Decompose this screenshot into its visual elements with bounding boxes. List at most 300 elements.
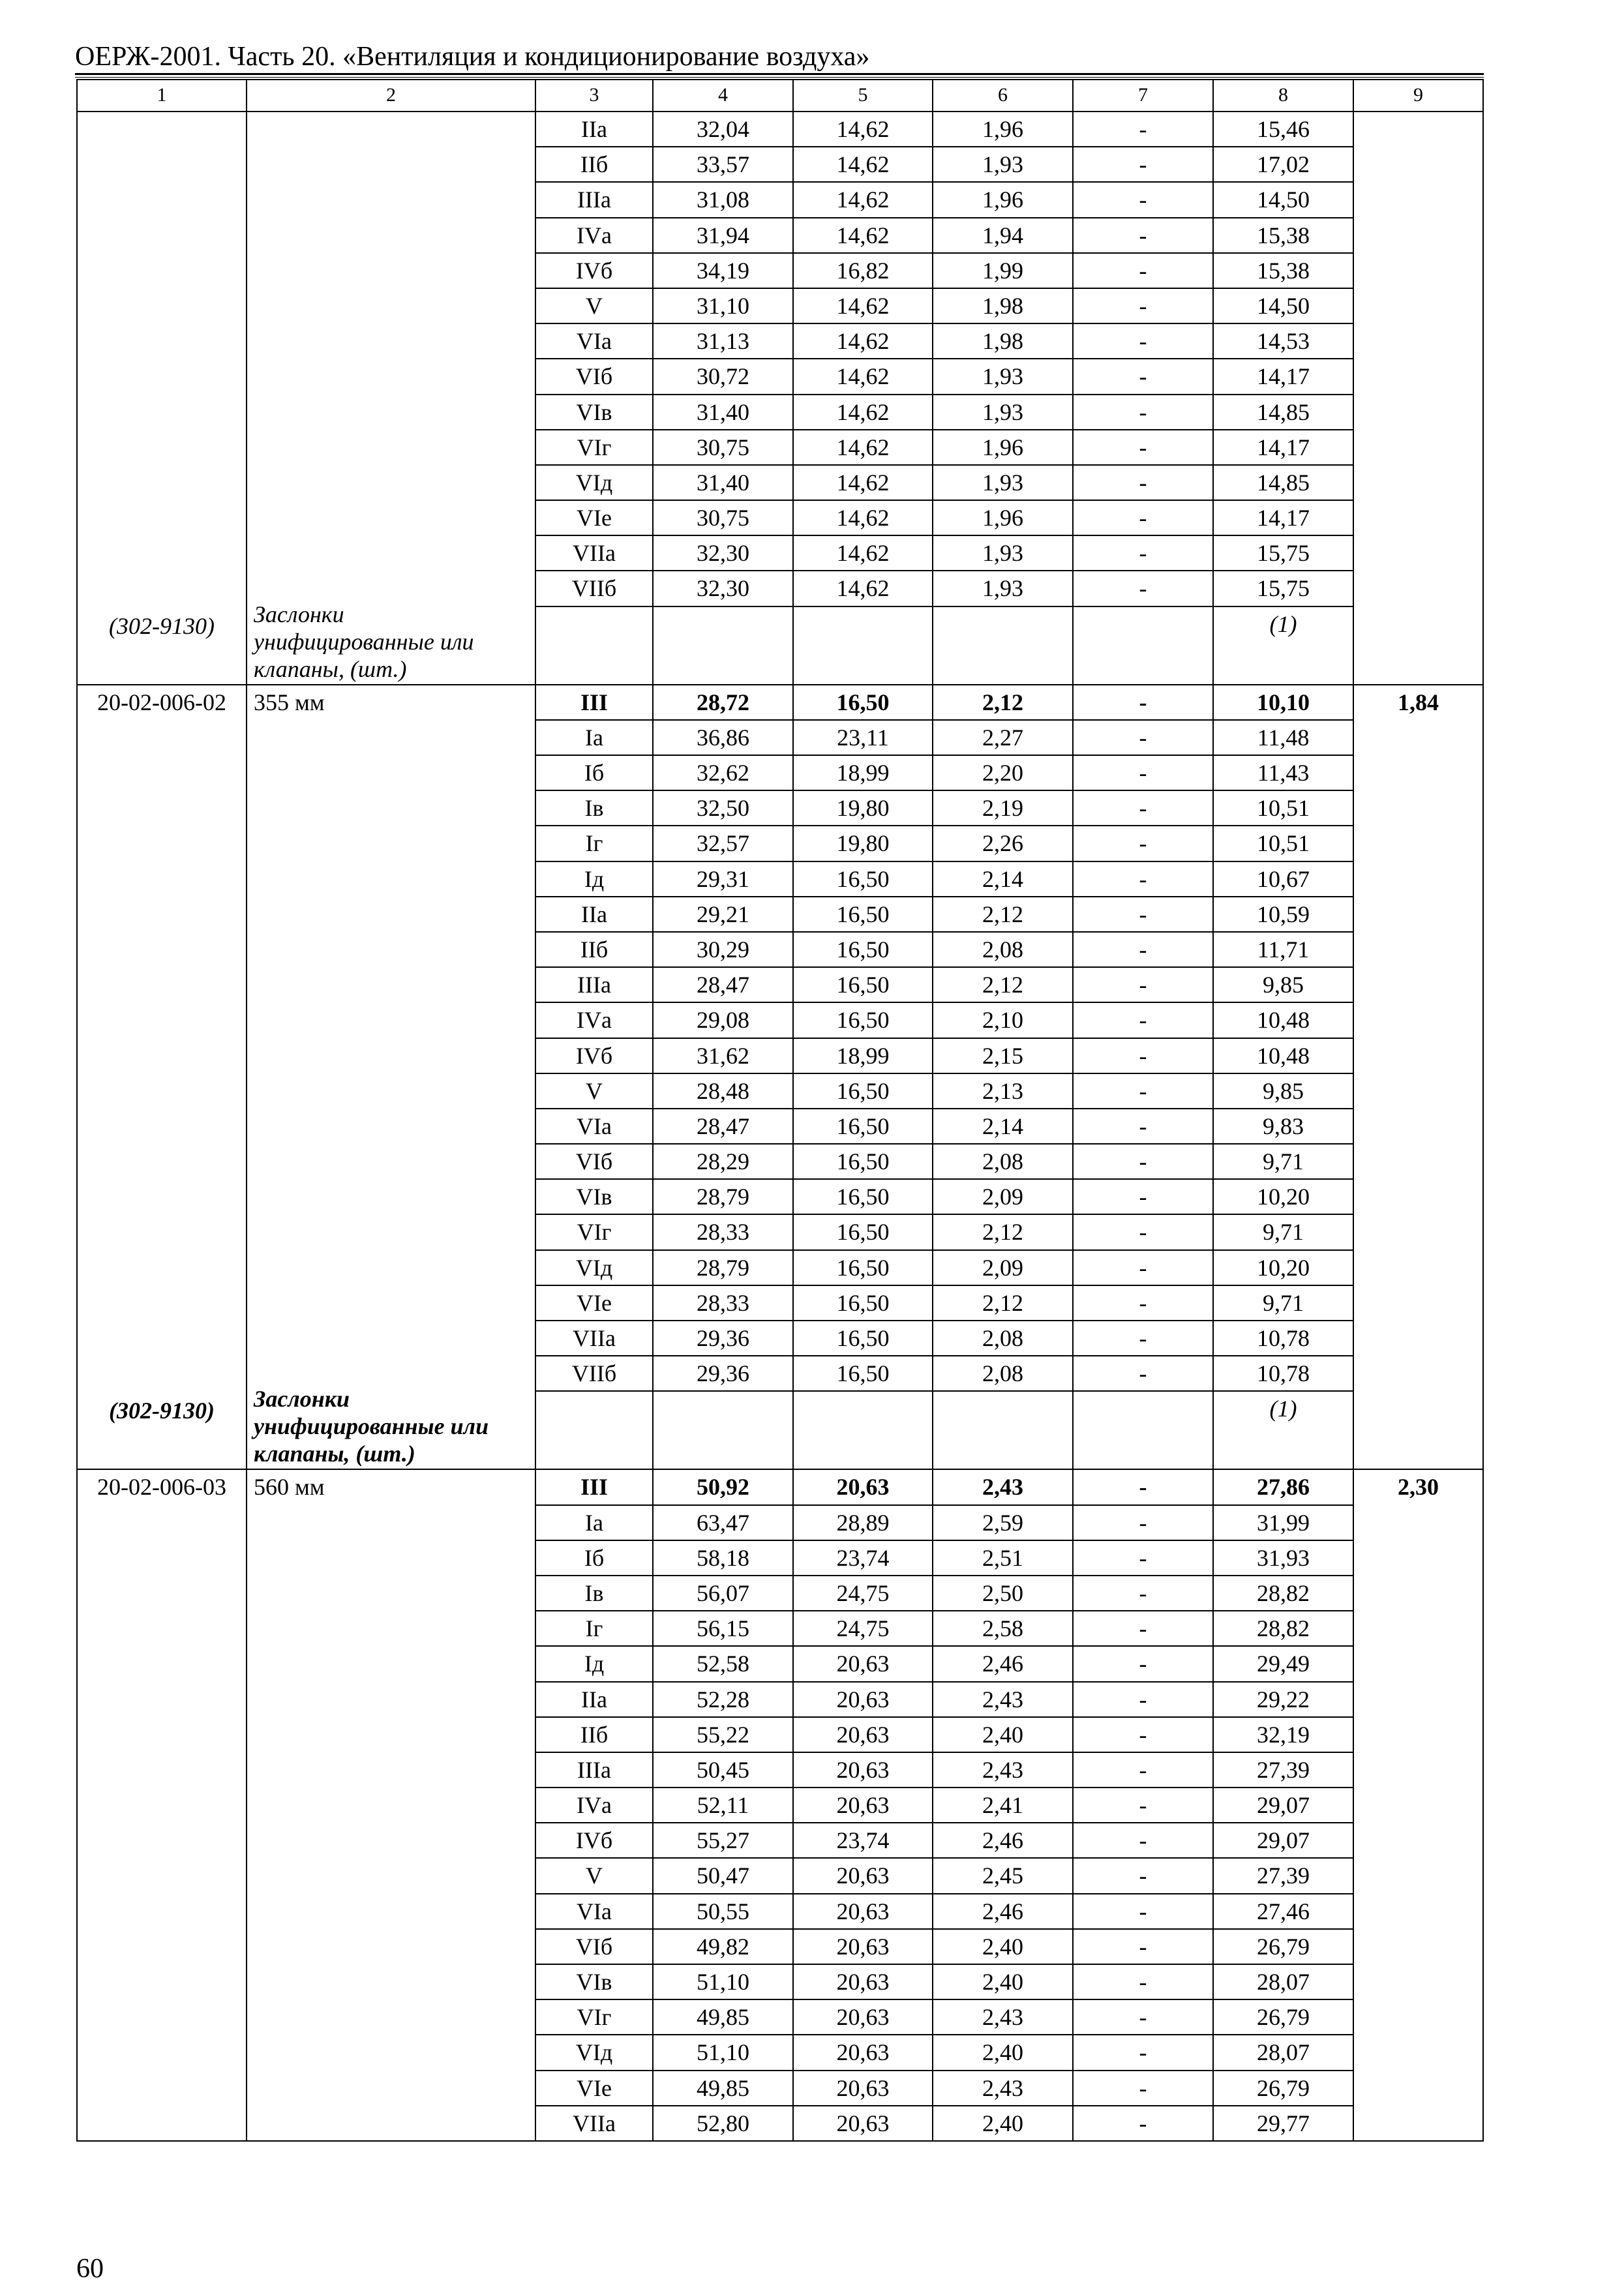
value-cell: 20,63	[793, 2035, 933, 2070]
value-cell: -	[1073, 755, 1213, 790]
table-row	[77, 1469, 1483, 1504]
value-cell: 2,59	[933, 1505, 1073, 1540]
value-cell: 28,07	[1213, 2035, 1353, 2070]
value-cell: 28,82	[1213, 1576, 1353, 1611]
value-cell: -	[1073, 1144, 1213, 1179]
value-cell: 56,07	[653, 1576, 793, 1611]
value-cell: 2,27	[933, 720, 1073, 755]
value-cell: 31,94	[653, 218, 793, 253]
rate-code-cell	[77, 112, 247, 685]
value-cell: -	[1073, 1321, 1213, 1356]
value-cell: 31,40	[653, 395, 793, 430]
zone-cell: VIIа	[535, 1321, 653, 1356]
zone-cell: IIIа	[535, 967, 653, 1002]
value-cell: 18,99	[793, 755, 933, 790]
value-cell: -	[1073, 1505, 1213, 1540]
value-cell: 16,50	[793, 1285, 933, 1321]
value-cell: 1,96	[933, 500, 1073, 535]
value-cell: -	[1073, 1823, 1213, 1858]
value-cell: 50,45	[653, 1752, 793, 1788]
empty-cell	[535, 606, 653, 685]
rate-code-cell	[77, 1469, 247, 2141]
value-cell: 2,46	[933, 1894, 1073, 1929]
value-cell: 2,08	[933, 1144, 1073, 1179]
value-cell: 2,40	[933, 2035, 1073, 2070]
value-cell: -	[1073, 1858, 1213, 1893]
rate-description-cell	[247, 112, 535, 685]
zone-cell: V	[535, 1073, 653, 1109]
value-cell: 27,86	[1213, 1469, 1353, 1504]
value-cell: -	[1073, 395, 1213, 430]
value-cell: 20,63	[793, 2106, 933, 2141]
value-cell: 10,78	[1213, 1321, 1353, 1356]
reference-code: (302-9130)	[109, 1398, 215, 1424]
zone-cell: IVа	[535, 1002, 653, 1038]
value-cell: 1,98	[933, 323, 1073, 359]
value-cell: 2,58	[933, 1611, 1073, 1646]
value-cell: 26,79	[1213, 2071, 1353, 2106]
value-cell: 2,40	[933, 1929, 1073, 1964]
empty-cell	[535, 1391, 653, 1469]
value-cell: 15,46	[1213, 112, 1353, 147]
value-cell: 10,67	[1213, 861, 1353, 897]
value-cell: 31,99	[1213, 1505, 1353, 1540]
value-cell: 2,09	[933, 1179, 1073, 1214]
value-cell: 28,48	[653, 1073, 793, 1109]
value-cell: 9,71	[1213, 1214, 1353, 1249]
reference-description: Заслонки унифицированные или клапаны, (шт.)	[254, 1386, 489, 1467]
zone-cell: Iг	[535, 1611, 653, 1646]
col-header: 5	[793, 80, 933, 112]
value-cell: -	[1073, 1611, 1213, 1646]
value-cell: 16,50	[793, 967, 933, 1002]
value-cell: -	[1073, 1179, 1213, 1214]
value-cell: 11,71	[1213, 932, 1353, 967]
value-cell: 14,62	[793, 465, 933, 500]
rate-description-cell	[247, 1469, 535, 2141]
col-header: 4	[653, 80, 793, 112]
value-cell: 32,50	[653, 790, 793, 826]
value-cell: 2,08	[933, 932, 1073, 967]
value-cell: 27,39	[1213, 1858, 1353, 1893]
value-cell: 17,02	[1213, 147, 1353, 182]
value-cell: 2,15	[933, 1038, 1073, 1073]
value-cell: 2,43	[933, 1682, 1073, 1717]
value-cell: 20,63	[793, 1646, 933, 1681]
value-cell: 14,50	[1213, 182, 1353, 217]
labor-cell: 1,84	[1353, 685, 1483, 1470]
value-cell: 9,71	[1213, 1144, 1353, 1179]
value-cell: 29,08	[653, 1002, 793, 1038]
value-cell: 10,20	[1213, 1250, 1353, 1285]
zone-cell: VIв	[535, 1179, 653, 1214]
value-cell: 28,47	[653, 967, 793, 1002]
value-cell: 31,13	[653, 323, 793, 359]
value-cell: 16,50	[793, 932, 933, 967]
value-cell: 29,36	[653, 1321, 793, 1356]
zone-cell: Iв	[535, 790, 653, 826]
value-cell: -	[1073, 1038, 1213, 1073]
zone-cell: VIд	[535, 1250, 653, 1285]
value-cell: -	[1073, 1250, 1213, 1285]
value-cell: -	[1073, 1717, 1213, 1752]
value-cell: 2,12	[933, 685, 1073, 720]
value-cell: 19,80	[793, 790, 933, 826]
value-cell: 31,93	[1213, 1540, 1353, 1576]
rate-code: 20-02-006-02	[97, 689, 226, 715]
zone-cell: IVа	[535, 1788, 653, 1823]
col-header: 9	[1353, 80, 1483, 112]
labor-cell	[1353, 112, 1483, 685]
value-cell: 28,33	[653, 1285, 793, 1321]
value-cell: 2,43	[933, 1469, 1073, 1504]
value-cell: 15,75	[1213, 571, 1353, 606]
value-cell: 29,21	[653, 897, 793, 932]
zone-cell: Iа	[535, 720, 653, 755]
value-cell: -	[1073, 571, 1213, 606]
value-cell: 20,63	[793, 1717, 933, 1752]
value-cell: -	[1073, 1894, 1213, 1929]
value-cell: 29,22	[1213, 1682, 1353, 1717]
value-cell: 29,31	[653, 861, 793, 897]
value-cell: 49,82	[653, 1929, 793, 1964]
value-cell: 49,85	[653, 2071, 793, 2106]
value-cell: 33,57	[653, 147, 793, 182]
zone-cell: IIIа	[535, 182, 653, 217]
value-cell: -	[1073, 720, 1213, 755]
value-cell: 14,62	[793, 359, 933, 394]
zone-cell: Iв	[535, 1576, 653, 1611]
zone-cell: VIг	[535, 1214, 653, 1249]
value-cell: 14,62	[793, 395, 933, 430]
empty-cell	[933, 606, 1073, 685]
zone-cell: IVа	[535, 218, 653, 253]
value-cell: 28,29	[653, 1144, 793, 1179]
value-cell: 2,45	[933, 1858, 1073, 1893]
zone-cell: VIв	[535, 1964, 653, 1999]
rate-description: 355 мм	[254, 689, 325, 715]
value-cell: -	[1073, 1788, 1213, 1823]
value-cell: -	[1073, 1109, 1213, 1144]
value-cell: 23,74	[793, 1540, 933, 1576]
value-cell: -	[1073, 1356, 1213, 1391]
value-cell: 58,18	[653, 1540, 793, 1576]
zone-cell: V	[535, 1858, 653, 1893]
value-cell: 51,10	[653, 2035, 793, 2070]
value-cell: 26,79	[1213, 1929, 1353, 1964]
zone-cell: Iб	[535, 755, 653, 790]
value-cell: 16,50	[793, 1073, 933, 1109]
value-cell: 1,93	[933, 359, 1073, 394]
value-cell: 1,96	[933, 112, 1073, 147]
value-cell: 20,63	[793, 2071, 933, 2106]
value-cell: 2,51	[933, 1540, 1073, 1576]
rate-code: 20-02-006-03	[97, 1474, 226, 1501]
value-cell: -	[1073, 1540, 1213, 1576]
value-cell: 19,80	[793, 826, 933, 861]
col-header: 3	[535, 80, 653, 112]
value-cell: -	[1073, 359, 1213, 394]
value-cell: -	[1073, 323, 1213, 359]
zone-cell: IIа	[535, 112, 653, 147]
value-cell: 2,26	[933, 826, 1073, 861]
value-cell: 34,19	[653, 253, 793, 288]
value-cell: 10,51	[1213, 790, 1353, 826]
zone-cell: VIд	[535, 465, 653, 500]
value-cell: 52,58	[653, 1646, 793, 1681]
value-cell: 2,10	[933, 1002, 1073, 1038]
value-cell: 2,13	[933, 1073, 1073, 1109]
value-cell: 32,30	[653, 535, 793, 571]
value-cell: -	[1073, 112, 1213, 147]
value-cell: -	[1073, 932, 1213, 967]
col-header: 1	[77, 80, 247, 112]
col-header: 8	[1213, 80, 1353, 112]
value-cell: -	[1073, 1073, 1213, 1109]
value-cell: 20,63	[793, 1469, 933, 1504]
empty-cell	[653, 1391, 793, 1469]
page-number: 60	[76, 2254, 104, 2284]
zone-cell: VIа	[535, 323, 653, 359]
value-cell: 14,62	[793, 147, 933, 182]
value-cell: 10,51	[1213, 826, 1353, 861]
value-cell: 16,50	[793, 1002, 933, 1038]
reference-qty: (1)	[1213, 606, 1353, 685]
value-cell: 55,22	[653, 1717, 793, 1752]
value-cell: 1,96	[933, 430, 1073, 465]
value-cell: 28,79	[653, 1250, 793, 1285]
rates-table	[76, 79, 1484, 2142]
header-rule	[75, 73, 1484, 75]
column-number-row	[77, 80, 1483, 112]
value-cell: 2,50	[933, 1576, 1073, 1611]
zone-cell: Iб	[535, 1540, 653, 1576]
value-cell: 29,49	[1213, 1646, 1353, 1681]
value-cell: 30,75	[653, 430, 793, 465]
value-cell: 28,33	[653, 1214, 793, 1249]
value-cell: 24,75	[793, 1611, 933, 1646]
value-cell: -	[1073, 1576, 1213, 1611]
value-cell: 28,72	[653, 685, 793, 720]
value-cell: 20,63	[793, 1999, 933, 2035]
value-cell: -	[1073, 1682, 1213, 1717]
value-cell: 49,85	[653, 1999, 793, 2035]
value-cell: 11,48	[1213, 720, 1353, 755]
value-cell: 28,47	[653, 1109, 793, 1144]
col-header: 7	[1073, 80, 1213, 112]
value-cell: -	[1073, 685, 1213, 720]
value-cell: 56,15	[653, 1611, 793, 1646]
zone-cell: VIб	[535, 1144, 653, 1179]
empty-cell	[653, 606, 793, 685]
value-cell: 2,14	[933, 1109, 1073, 1144]
empty-cell	[1073, 606, 1213, 685]
value-cell: 1,94	[933, 218, 1073, 253]
value-cell: -	[1073, 288, 1213, 323]
value-cell: 2,19	[933, 790, 1073, 826]
value-cell: 16,50	[793, 1356, 933, 1391]
value-cell: 2,40	[933, 2106, 1073, 2141]
value-cell: 1,93	[933, 395, 1073, 430]
zone-cell: IIб	[535, 932, 653, 967]
value-cell: 14,62	[793, 112, 933, 147]
value-cell: 1,93	[933, 465, 1073, 500]
value-cell: 14,62	[793, 218, 933, 253]
value-cell: 2,43	[933, 1752, 1073, 1788]
value-cell: 31,10	[653, 288, 793, 323]
value-cell: 14,62	[793, 500, 933, 535]
zone-cell: VIа	[535, 1109, 653, 1144]
value-cell: 2,12	[933, 897, 1073, 932]
value-cell: 50,47	[653, 1858, 793, 1893]
table-row	[77, 112, 1483, 147]
value-cell: 9,83	[1213, 1109, 1353, 1144]
value-cell: 10,10	[1213, 685, 1353, 720]
zone-cell: IVб	[535, 1038, 653, 1073]
zone-cell: VIг	[535, 1999, 653, 2035]
value-cell: 10,48	[1213, 1038, 1353, 1073]
value-cell: 15,38	[1213, 218, 1353, 253]
value-cell: 55,27	[653, 1823, 793, 1858]
value-cell: 2,43	[933, 2071, 1073, 2106]
zone-cell: III	[535, 685, 653, 720]
value-cell: 2,12	[933, 1214, 1073, 1249]
value-cell: 2,08	[933, 1321, 1073, 1356]
value-cell: 2,40	[933, 1717, 1073, 1752]
zone-cell: VIе	[535, 500, 653, 535]
zone-cell: VIа	[535, 1894, 653, 1929]
zone-cell: IIа	[535, 1682, 653, 1717]
value-cell: 32,62	[653, 755, 793, 790]
value-cell: 63,47	[653, 1505, 793, 1540]
value-cell: -	[1073, 1002, 1213, 1038]
value-cell: 2,08	[933, 1356, 1073, 1391]
value-cell: 9,71	[1213, 1285, 1353, 1321]
value-cell: 15,38	[1213, 253, 1353, 288]
value-cell: -	[1073, 1646, 1213, 1681]
value-cell: 16,50	[793, 1321, 933, 1356]
value-cell: 29,07	[1213, 1788, 1353, 1823]
value-cell: 14,62	[793, 571, 933, 606]
value-cell: 16,50	[793, 897, 933, 932]
value-cell: 20,63	[793, 1894, 933, 1929]
value-cell: -	[1073, 1752, 1213, 1788]
value-cell: 30,29	[653, 932, 793, 967]
value-cell: 30,72	[653, 359, 793, 394]
value-cell: -	[1073, 253, 1213, 288]
col-header: 6	[933, 80, 1073, 112]
value-cell: 24,75	[793, 1576, 933, 1611]
value-cell: 20,63	[793, 1682, 933, 1717]
value-cell: 20,63	[793, 1788, 933, 1823]
value-cell: 14,17	[1213, 500, 1353, 535]
value-cell: 16,50	[793, 1179, 933, 1214]
value-cell: -	[1073, 861, 1213, 897]
value-cell: 2,46	[933, 1823, 1073, 1858]
value-cell: 16,50	[793, 1144, 933, 1179]
zone-cell: VIе	[535, 1285, 653, 1321]
value-cell: 2,14	[933, 861, 1073, 897]
value-cell: -	[1073, 1999, 1213, 2035]
value-cell: 2,40	[933, 1964, 1073, 1999]
rate-description: 560 мм	[254, 1474, 325, 1501]
value-cell: -	[1073, 147, 1213, 182]
zone-cell: VIд	[535, 2035, 653, 2070]
value-cell: -	[1073, 182, 1213, 217]
empty-cell	[933, 1391, 1073, 1469]
zone-cell: IIб	[535, 147, 653, 182]
value-cell: 29,36	[653, 1356, 793, 1391]
value-cell: -	[1073, 967, 1213, 1002]
value-cell: 1,93	[933, 535, 1073, 571]
value-cell: 14,62	[793, 535, 933, 571]
value-cell: 14,53	[1213, 323, 1353, 359]
zone-cell: VIIа	[535, 2106, 653, 2141]
value-cell: 52,28	[653, 1682, 793, 1717]
value-cell: 10,48	[1213, 1002, 1353, 1038]
value-cell: 14,85	[1213, 465, 1353, 500]
value-cell: -	[1073, 218, 1213, 253]
col-header: 2	[247, 80, 535, 112]
zone-cell: IVб	[535, 1823, 653, 1858]
value-cell: 10,59	[1213, 897, 1353, 932]
zone-cell: IIб	[535, 1717, 653, 1752]
value-cell: -	[1073, 790, 1213, 826]
page-header: ОЕРЖ-2001. Часть 20. «Вентиляция и кондиционирование воздуха»	[75, 42, 870, 72]
value-cell: 31,62	[653, 1038, 793, 1073]
value-cell: 16,50	[793, 1250, 933, 1285]
value-cell: -	[1073, 1964, 1213, 1999]
rate-code-cell	[77, 685, 247, 1470]
value-cell: 14,62	[793, 182, 933, 217]
value-cell: 14,62	[793, 323, 933, 359]
zone-cell: VIг	[535, 430, 653, 465]
value-cell: 20,63	[793, 1858, 933, 1893]
zone-cell: VIIа	[535, 535, 653, 571]
value-cell: 51,10	[653, 1964, 793, 1999]
value-cell: 30,75	[653, 500, 793, 535]
value-cell: 23,11	[793, 720, 933, 755]
value-cell: 52,11	[653, 1788, 793, 1823]
value-cell: 18,99	[793, 1038, 933, 1073]
value-cell: 50,92	[653, 1469, 793, 1504]
value-cell: 14,62	[793, 288, 933, 323]
zone-cell: VIв	[535, 395, 653, 430]
value-cell: 14,62	[793, 430, 933, 465]
value-cell: 14,50	[1213, 288, 1353, 323]
value-cell: 31,40	[653, 465, 793, 500]
value-cell: -	[1073, 2035, 1213, 2070]
empty-cell	[793, 606, 933, 685]
value-cell: -	[1073, 826, 1213, 861]
value-cell: -	[1073, 430, 1213, 465]
value-cell: 15,75	[1213, 535, 1353, 571]
value-cell: -	[1073, 1929, 1213, 1964]
reference-code: (302-9130)	[109, 612, 215, 639]
value-cell: 16,50	[793, 1214, 933, 1249]
value-cell: 20,63	[793, 1929, 933, 1964]
zone-cell: III	[535, 1469, 653, 1504]
reference-description: Заслонки унифицированные или клапаны, (шт.)	[254, 601, 474, 682]
value-cell: 1,93	[933, 147, 1073, 182]
value-cell: 16,50	[793, 685, 933, 720]
zone-cell: Iд	[535, 861, 653, 897]
value-cell: 1,96	[933, 182, 1073, 217]
zone-cell: Iа	[535, 1505, 653, 1540]
value-cell: -	[1073, 465, 1213, 500]
zone-cell: Iг	[535, 826, 653, 861]
value-cell: 2,12	[933, 967, 1073, 1002]
